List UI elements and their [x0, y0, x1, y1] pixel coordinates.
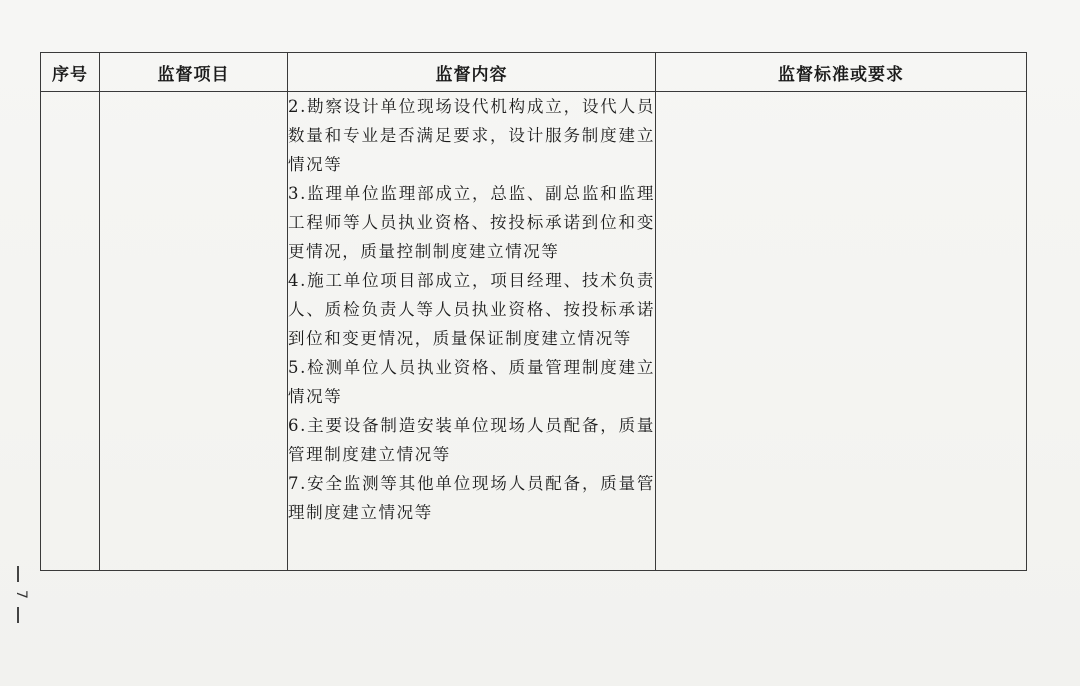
content-item-4: 4.施工单位项目部成立，项目经理、技术负责人、质检负责人等人员执业资格、按投标承诺到位和变更情况，质量保证制度建立情况等: [288, 271, 655, 348]
content-item-7: 7.安全监测等其他单位现场人员配备，质量管理制度建立情况等: [288, 474, 655, 522]
cell-supervision-item: [100, 92, 288, 571]
header-supervision-content: 监督内容: [288, 53, 656, 92]
page-number-dash-bottom: [17, 607, 19, 623]
header-supervision-item: 监督项目: [100, 53, 288, 92]
page-number-value: 7: [13, 590, 29, 599]
content-item-2: 2.勘察设计单位现场设代机构成立，设代人员数量和专业是否满足要求，设计服务制度建立情况等: [288, 97, 655, 174]
supervision-table: [40, 52, 1027, 571]
cell-supervision-standard: [656, 92, 1027, 571]
table-row: [41, 92, 1027, 571]
table-header-row: [41, 53, 1027, 92]
page-number: [10, 566, 29, 623]
header-serial-number: 序号: [41, 53, 100, 92]
cell-supervision-content: [288, 92, 656, 571]
content-item-5: 5.检测单位人员执业资格、质量管理制度建立情况等: [288, 358, 655, 406]
content-item-3: 3.监理单位监理部成立，总监、副总监和监理工程师等人员执业资格、按投标承诺到位和变更情况，质量控制制度建立情况等: [288, 184, 655, 261]
page-number-dash-top: [17, 566, 19, 582]
content-item-6: 6.主要设备制造安装单位现场人员配备，质量管理制度建立情况等: [288, 416, 655, 464]
header-supervision-standard: 监督标准或要求: [656, 53, 1027, 92]
cell-serial-number: [41, 92, 100, 571]
